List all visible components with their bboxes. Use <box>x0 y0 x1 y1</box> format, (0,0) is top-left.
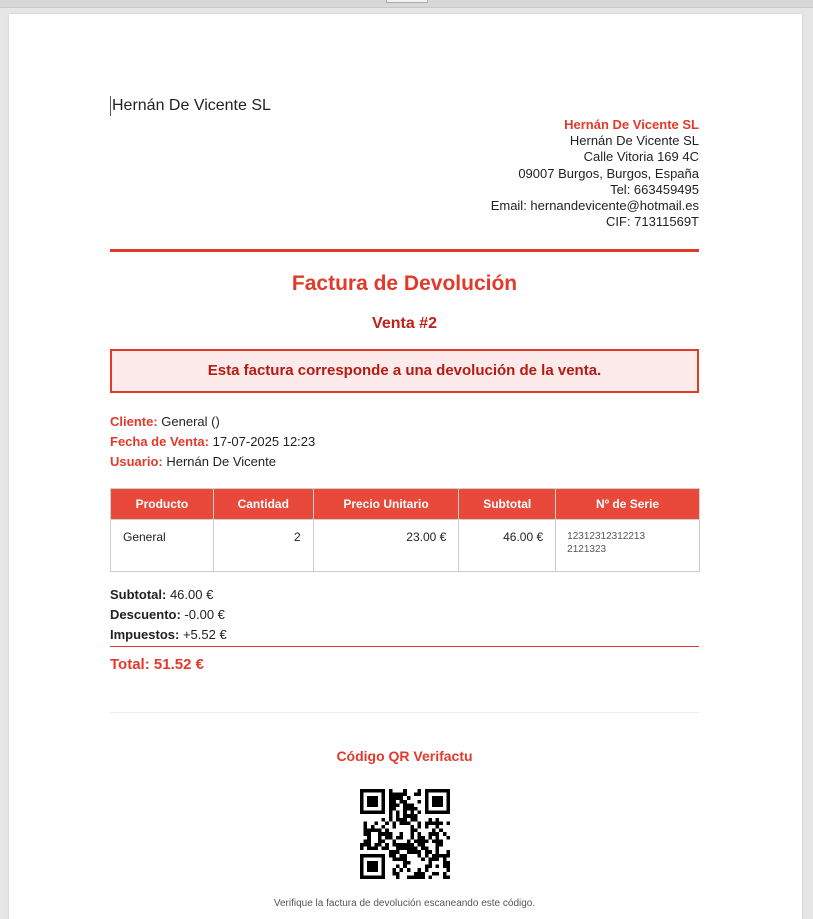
subtotal-label: Subtotal: <box>110 587 167 602</box>
client-value: General () <box>161 414 220 429</box>
user-value: Hernán De Vicente <box>166 454 276 469</box>
company-name: Hernán De Vicente SL <box>564 117 699 132</box>
total-divider <box>110 646 699 647</box>
client-label: Cliente: <box>110 414 158 429</box>
qr-code-image <box>360 789 450 879</box>
sale-date-value: 17-07-2025 12:23 <box>212 434 316 449</box>
discount-value: -0.00 € <box>184 607 225 622</box>
user-row <box>110 452 315 472</box>
company-email: Email: hernandevicente@hotmail.es <box>490 198 699 214</box>
taxes-row <box>110 625 227 645</box>
client-row <box>110 412 315 432</box>
header-divider <box>110 249 699 252</box>
header-producto: Producto <box>111 489 214 520</box>
company-logo-text: Hernán De Vicente SL <box>112 97 271 114</box>
serial-line-2: 2121323 <box>567 544 607 555</box>
company-info <box>491 117 699 230</box>
company-address: Calle Vitoria 169 4C <box>583 149 699 165</box>
subtotal-row <box>110 585 227 605</box>
items-table <box>110 488 700 572</box>
header-numero-serie: Nº de Serie <box>556 489 700 520</box>
document-title: Factura de Devolución <box>291 272 518 295</box>
section-divider <box>110 712 699 713</box>
discount-label: Descuento: <box>110 607 181 622</box>
company-legal-name: Hernán De Vicente SL <box>569 133 699 149</box>
sale-details <box>110 412 315 472</box>
company-cif: CIF: 71311569T <box>606 214 699 230</box>
cell-precio: 23.00 € <box>313 520 459 572</box>
qr-title: Código QR Verifactu <box>336 748 473 764</box>
user-label: Usuario: <box>110 454 163 469</box>
return-notice: Esta factura corresponde a una devolución de la venta. <box>110 349 699 393</box>
qr-caption: Verifique la factura de devolución escaneando este código. <box>273 898 536 909</box>
invoice-page <box>9 14 802 919</box>
serial-line-1: 12312312312213 <box>567 531 646 542</box>
totals-block <box>110 585 227 645</box>
table-header-row <box>111 489 700 520</box>
cell-numero-serie <box>556 520 700 572</box>
sale-date-label: Fecha de Venta: <box>110 434 209 449</box>
table-row <box>111 520 700 572</box>
sale-date-row <box>110 432 315 452</box>
viewer-top-bar <box>0 0 813 8</box>
cell-subtotal: 46.00 € <box>459 520 556 572</box>
header-cantidad: Cantidad <box>213 489 313 520</box>
viewer-toolbar-handle[interactable] <box>386 0 428 3</box>
taxes-label: Impuestos: <box>110 627 180 642</box>
company-city: 09007 Burgos, Burgos, España <box>518 165 699 181</box>
grand-total: Total: 51.52 € <box>110 656 204 673</box>
taxes-value: +5.52 € <box>182 627 227 642</box>
header-precio-unitario: Precio Unitario <box>313 489 459 520</box>
discount-row <box>110 605 227 625</box>
company-phone: Tel: 663459495 <box>610 181 699 197</box>
cell-cantidad: 2 <box>213 520 313 572</box>
sale-number: Venta #2 <box>372 315 437 332</box>
cell-producto: General <box>111 520 214 572</box>
qr-code <box>360 789 450 879</box>
header-subtotal: Subtotal <box>459 489 556 520</box>
subtotal-value: 46.00 € <box>169 587 214 602</box>
